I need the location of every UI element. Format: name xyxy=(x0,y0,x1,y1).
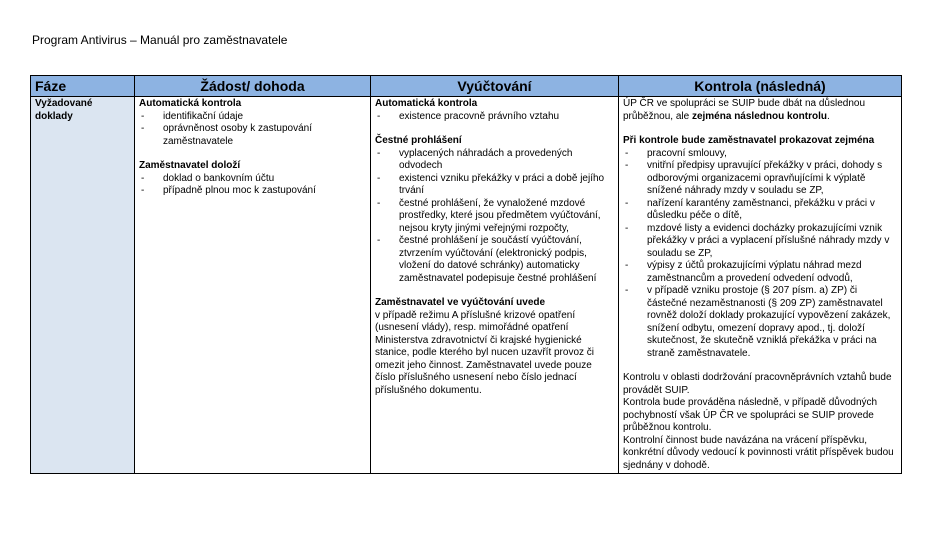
bullet-list xyxy=(139,173,367,198)
list-item: - v případě vzniku prostoje (§ 207 písm. a) ZP) či částečné nezaměstnanosti (§ 209 ZP) zaměstnavatel rovněž doloží doklady prokazující vypovězení zakázek, snížení odbytu, omezení dopravy apod., tj. doloží skutečnost, že skutečně vzniklá překážka v práci na straně zaměstnavatele. xyxy=(623,285,898,360)
list-item: - výpisy z účtů prokazujícími výplatu náhrad mezd zaměstnancům a provedení odvedení odvodů, xyxy=(623,260,898,285)
document-title: Program Antivirus – Manuál pro zaměstnavatele xyxy=(32,33,288,47)
bullet-list xyxy=(139,111,367,149)
list-item: - čestné prohlášení, že vynaložené mzdové prostředky, které jsou předmětem vyúčtování, nejsou kryty jinými veřejnými rozpočty, xyxy=(375,198,615,236)
bullet-list xyxy=(375,111,615,124)
list-item: - pracovní smlouvy, xyxy=(623,148,898,161)
header-vyuctovani: Vyúčtování xyxy=(371,76,619,97)
cell-zadost xyxy=(135,97,371,474)
intro-end: . xyxy=(826,110,830,122)
list-item: - oprávněnost osoby k zastupování zaměstnavatele xyxy=(139,123,367,148)
list-item: - mzdové listy a evidenci docházky prokazujícími vznik překážky v práci a vyplacení příslušné náhrady mzdy v souladu se ZP, xyxy=(623,223,898,261)
list-item: - nařízení karantény zaměstnanci, překážku v práci v důsledku péče o dítě, xyxy=(623,198,898,223)
list-item: - existence pracovně právního vztahu xyxy=(375,111,615,124)
paragraph: Kontrolu v oblasti dodržování pracovněprávních vztahů bude provádět SUIP. xyxy=(623,372,892,396)
section-title: Automatická kontrola xyxy=(375,98,478,109)
header-kontrola: Kontrola (následná) xyxy=(619,76,902,97)
intro-bold-text: zejména následnou kontrolu xyxy=(691,110,827,122)
cell-kontrola xyxy=(619,97,902,474)
paragraph: Kontrola bude prováděna následně, v případě důvodných pochybností však ÚP ČR ve spolupráci se SUIP provede průběžnou kontrolu. xyxy=(623,397,878,433)
intro-text: ÚP ČR ve spolupráci se SUIP bude dbát na důslednou průběžnou, ale xyxy=(623,98,866,122)
list-item: - případně plnou moc k zastupování xyxy=(139,185,367,198)
paragraph: v případě režimu A příslušné krizové opatření (usnesení vlády), resp. mimořádné opatření Ministerstva zdravotnictví či krajské hygienické stanice, podle kterého byl nucen uzavřít provoz či omezit jeho činnost. Zaměstnavatel uvede pouze číslo příslušného usnesení nebo číslo jednací příslušného dokumentu. xyxy=(375,309,595,396)
list-item: - identifikační údaje xyxy=(139,111,367,124)
table-row xyxy=(31,97,902,474)
section-title: Čestné prohlášení xyxy=(375,135,462,146)
header-row xyxy=(31,76,902,97)
documents-table xyxy=(30,75,902,474)
list-item: - vyplacených náhradách a provedených odvodech xyxy=(375,148,615,173)
paragraph: Kontrolní činnost bude navázána na vrácení příspěvku, konkrétní důvody vedoucí k povinnosti vrátit příspěvek budou sjednány v dohodě. xyxy=(623,434,894,471)
bullet-list xyxy=(623,148,898,361)
header-faze: Fáze xyxy=(31,76,135,97)
list-item: - doklad o bankovním účtu xyxy=(139,173,367,186)
bullet-list xyxy=(375,148,615,286)
intro-paragraph xyxy=(623,98,898,123)
header-zadost: Žádost/ dohoda xyxy=(135,76,371,97)
section-title: Zaměstnavatel ve vyúčtování uvede xyxy=(375,297,546,308)
section-title: Automatická kontrola xyxy=(139,98,242,109)
list-item: - existenci vzniku překážky v práci a době jejího trvání xyxy=(375,173,615,198)
list-item: - vnitřní předpisy upravující překážky v práci, dohody s odborovými organizacemi opravňujícími k výplatě snížené náhrady mzdy v souladu se ZP, xyxy=(623,160,898,198)
row-label: Vyžadované doklady xyxy=(31,97,135,474)
section-title: Při kontrole bude zaměstnavatel prokazovat zejména xyxy=(623,135,875,146)
list-item: - čestné prohlášení je součástí vyúčtování, ztvrzením vyúčtování (elektronický podpis, vložení do datové schránky) automaticky zaměstnavatel podepisuje čestné prohlášení xyxy=(375,235,615,285)
section-title: Zaměstnavatel doloží xyxy=(139,160,241,171)
cell-vyuctovani xyxy=(371,97,619,474)
